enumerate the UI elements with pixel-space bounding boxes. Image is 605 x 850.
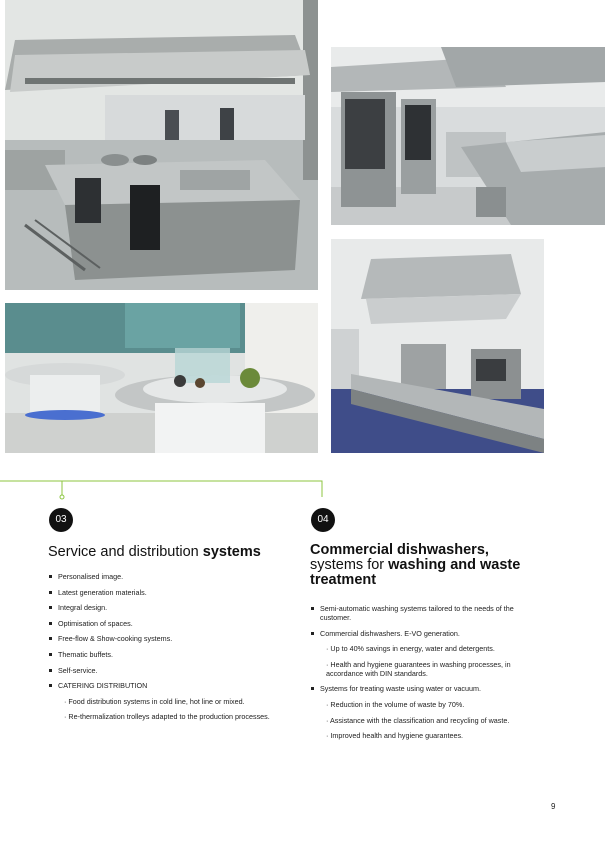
list-item: Optimisation of spaces. xyxy=(48,619,298,628)
list-item: Commercial dishwashers. E-VO generation. xyxy=(310,629,535,638)
list-item: Thematic buffets. xyxy=(48,650,298,659)
title-line: treatment xyxy=(310,572,377,588)
list-item: Systems for treating waste using water or vacuum. xyxy=(310,684,535,693)
section-title xyxy=(310,543,565,588)
combi-oven-kitchen-photo xyxy=(331,47,605,225)
page-number: 9 xyxy=(551,802,556,811)
title-line xyxy=(310,558,565,573)
list-subitem: · Health and hygiene guarantees in washing processes, in accordance with DIN standards. xyxy=(326,659,511,678)
dishwashing-area-photo xyxy=(331,239,544,453)
section-number-badge: 04 xyxy=(311,508,335,532)
list-item: CATERING DISTRIBUTION xyxy=(48,681,298,690)
list-subitem: · Assistance with the classification and recycling of waste. xyxy=(326,715,510,725)
list-subitem: · Re-thermalization trolleys adapted to the production processes. xyxy=(64,711,270,721)
feature-list xyxy=(310,604,535,747)
list-item: Semi-automatic washing systems tailored to the needs of the customer. xyxy=(310,604,535,622)
section-number-badge: 03 xyxy=(49,508,73,532)
feature-list xyxy=(48,572,298,727)
kitchen-island-photo xyxy=(5,0,318,290)
title-regular: systems for xyxy=(310,557,389,573)
list-item: Latest generation materials. xyxy=(48,588,298,597)
title-bold: washing and waste xyxy=(388,557,521,573)
list-item: Self-service. xyxy=(48,666,298,675)
title-bold: systems xyxy=(202,544,261,560)
list-subitem: · Improved health and hygiene guarantees. xyxy=(326,731,464,741)
section-connector-line xyxy=(0,475,330,505)
list-subitem: · Food distribution systems in cold line, hot line or mixed. xyxy=(64,696,245,706)
list-item: Free-flow & Show-cooking systems. xyxy=(48,634,298,643)
title-line: Commercial dishwashers, xyxy=(310,542,489,558)
list-item: Integral design. xyxy=(48,603,298,612)
title-regular: Service and distribution xyxy=(48,544,203,560)
section-title xyxy=(48,544,298,560)
list-item: Personalised image. xyxy=(48,572,298,581)
list-subitem: · Up to 40% savings in energy, water and detergents. xyxy=(326,644,495,654)
buffet-counter-photo xyxy=(5,303,318,453)
list-subitem: · Reduction in the volume of waste by 70%. xyxy=(326,699,465,709)
